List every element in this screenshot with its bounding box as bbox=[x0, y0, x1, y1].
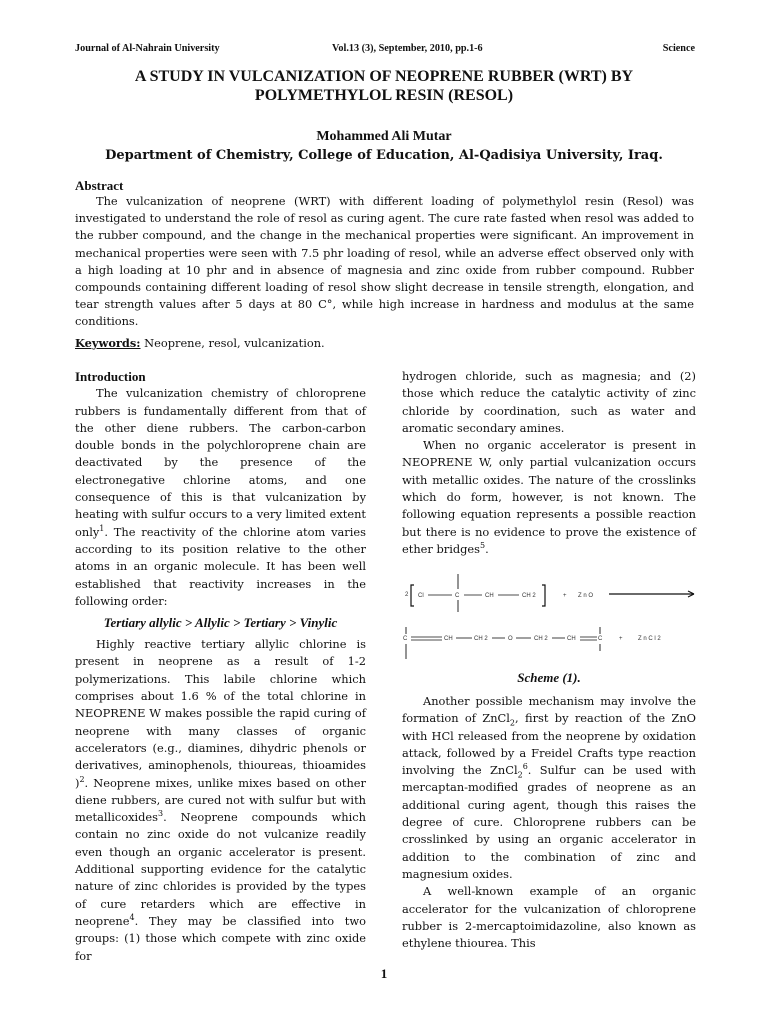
right-paragraph-2 bbox=[402, 437, 696, 558]
keywords-text: Neoprene, resol, vulcanization. bbox=[140, 336, 325, 350]
right-p3-text-a: Another possible mechanism may involve the formation of ZnCl bbox=[402, 694, 696, 726]
citation-2: 2 bbox=[79, 774, 85, 784]
keywords bbox=[75, 336, 325, 350]
scheme-plus: + bbox=[563, 593, 567, 599]
author-affiliation: Department of Chemistry, College of Education, Al-Qadisiya University, Iraq. bbox=[105, 148, 663, 163]
abstract-text: The vulcanization of neoprene (WRT) with different loading of polymethylol resin (Resol) was investigated to understand the role of resol as curing agent. The cure rate fasted when resol was added to the rubber compound, and the change in the mechanical properties were significant. An improvement in mechanical properties were seen with 7.5 phr loading of resol, while an adverse effect observed only with a high loading at 10 phr and in absence of magnesia and zinc oxide from rubber compound. Rubber compounds containing different loading of resol show slight decrease in tensile strength, elongation, and tear strength values after 5 days at 80 C°, while high increase in hardness and modulus at the same conditions. bbox=[75, 194, 694, 329]
right-paragraph-3 bbox=[402, 693, 696, 883]
scheme-bracket-right bbox=[542, 585, 545, 606]
subscript-2b: 2 bbox=[517, 770, 523, 780]
scheme-plus-2: + bbox=[619, 636, 623, 642]
intro-p1-text-a: The vulcanization chemistry of chloroprene rubbers is fundamentally different from that of the other diene rubbers. The carbon-carbon double bonds in the polychloroprene chain are deactivated by the presence of the electronegative chlorine atoms, and one consequence of this is that vulcanization by heating with sulfur occurs to a very limited extent only bbox=[75, 386, 366, 539]
reaction-scheme bbox=[402, 567, 696, 667]
intro-p2-text-c: . Neoprene compounds which contain no zinc oxide do not vulcanize readily even though an organic accelerator is present. Additional supporting evidence for the catalytic nature of zinc chlorides is provided by the types of cure retarders which are effective in neoprene bbox=[75, 810, 366, 928]
right-p3-text-c: . Sulfur can be used with mercaptan-modified grades of neoprene as an additional curing agent, though this raises the degree of cure. Chloroprene rubbers can be crosslinked by using an organic accelerator in addition to the combination of zinc and magnesium oxides. bbox=[402, 763, 696, 881]
right-p2-text-b: . bbox=[485, 541, 489, 556]
right-p2-text-a: When no organic accelerator is present in NEOPRENE W, only partial vulcanization occurs with metallic oxides. The nature of the crosslinks which do form, however, is not known. The following equation represents a possible reaction but there is no evidence to prove the existence of ether bridges bbox=[402, 438, 696, 556]
scheme-zncl2: Z n C l 2 bbox=[638, 636, 661, 642]
right-column-top bbox=[402, 368, 696, 558]
intro-p2-text-d: . They may be classified into two groups: (1) those which compete with zinc oxide for bbox=[75, 913, 366, 963]
scheme-ch2: CH 2 bbox=[522, 593, 536, 599]
title-line-2: POLYMETHYLOL RESIN (RESOL) bbox=[254, 87, 514, 104]
keywords-label: Keywords: bbox=[75, 336, 141, 350]
scheme-c-left: C bbox=[403, 636, 408, 642]
author-name: Mohammed Ali Mutar bbox=[316, 129, 452, 144]
scheme-bracket-left bbox=[411, 585, 414, 606]
subscript-2: 2 bbox=[509, 718, 515, 728]
intro-p1-text-b: . The reactivity of the chlorine atom varies according to its position relative to the other atoms in an organic molecule. It has been well established that reactivity increases in the following order: bbox=[75, 524, 366, 608]
scheme-coefficient: 2 bbox=[405, 592, 409, 598]
paper-title bbox=[60, 67, 708, 105]
page-number: 1 bbox=[380, 966, 388, 981]
volume-info: Vol.13 (3), September, 2010, pp.1-6 bbox=[332, 43, 483, 54]
scheme-ch2-left: CH 2 bbox=[474, 636, 488, 642]
intro-paragraph-1 bbox=[75, 385, 366, 610]
title-line-1: A STUDY IN VULCANIZATION OF NEOPRENE RUBBER (WRT) BY bbox=[134, 68, 634, 85]
running-header bbox=[75, 43, 695, 57]
reactivity-order: Tertiary allylic > Allylic > Tertiary > Vinylic bbox=[103, 615, 338, 631]
introduction-heading: Introduction bbox=[75, 369, 146, 384]
citation-4: 4 bbox=[129, 913, 135, 923]
right-paragraph-1: hydrogen chloride, such as magnesia; and (2) those which reduce the catalytic activity of zinc chloride by coordination, such as water and aromatic secondary amines. bbox=[402, 369, 696, 435]
intro-p2-text-b: . Neoprene mixes, unlike mixes based on other diene rubbers, are cured not with sulfur but with metallicoxides bbox=[75, 775, 366, 825]
journal-name: Journal of Al-Nahrain University bbox=[75, 43, 220, 54]
citation-1: 1 bbox=[99, 523, 105, 533]
scheme-ch2-right: CH 2 bbox=[534, 636, 548, 642]
intro-paragraph-2 bbox=[75, 636, 366, 965]
intro-p2-text-a: Highly reactive tertiary allylic chlorine is present in neoprene as a result of 1-2 polymerizations. This labile chlorine which comprises about 1.6 % of the total chlorine in NEOPRENE W makes possible the rapid curing of neoprene with many classes of organic accelerators (e.g., diamines, dihydric phenols or derivatives, aminophenols, thioureas, thioamides ) bbox=[75, 637, 366, 790]
left-column bbox=[75, 368, 366, 965]
scheme-cl: Cl bbox=[418, 593, 424, 599]
citation-6: 6 bbox=[522, 762, 528, 772]
scheme-ch-right: CH bbox=[567, 636, 576, 642]
scheme-ch-left: CH bbox=[444, 636, 453, 642]
scheme-ch: CH bbox=[485, 593, 494, 599]
subject-label: Science bbox=[662, 43, 695, 54]
scheme-oxygen: O bbox=[508, 636, 513, 642]
right-p3-text-b: , first by reaction of the ZnO with HCl released from the neoprene by oxidation attack, followed by a Freidel Crafts type reaction involving the ZnCl bbox=[402, 711, 696, 778]
right-paragraph-4: A well-known example of an organic accelerator for the vulcanization of chloroprene rubber is 2-mercaptoimidazoline, also known as ethylene thiourea. This bbox=[402, 884, 696, 951]
citation-5: 5 bbox=[480, 541, 486, 551]
scheme-c-right: C bbox=[598, 636, 603, 642]
abstract-heading: Abstract bbox=[75, 178, 124, 193]
right-column-bottom bbox=[402, 693, 696, 952]
scheme-drawing bbox=[402, 567, 696, 667]
scheme-caption: Scheme (1). bbox=[517, 670, 581, 685]
citation-3: 3 bbox=[158, 809, 164, 819]
scheme-zno: Z n O bbox=[578, 593, 594, 599]
scheme-c: C bbox=[455, 593, 460, 599]
